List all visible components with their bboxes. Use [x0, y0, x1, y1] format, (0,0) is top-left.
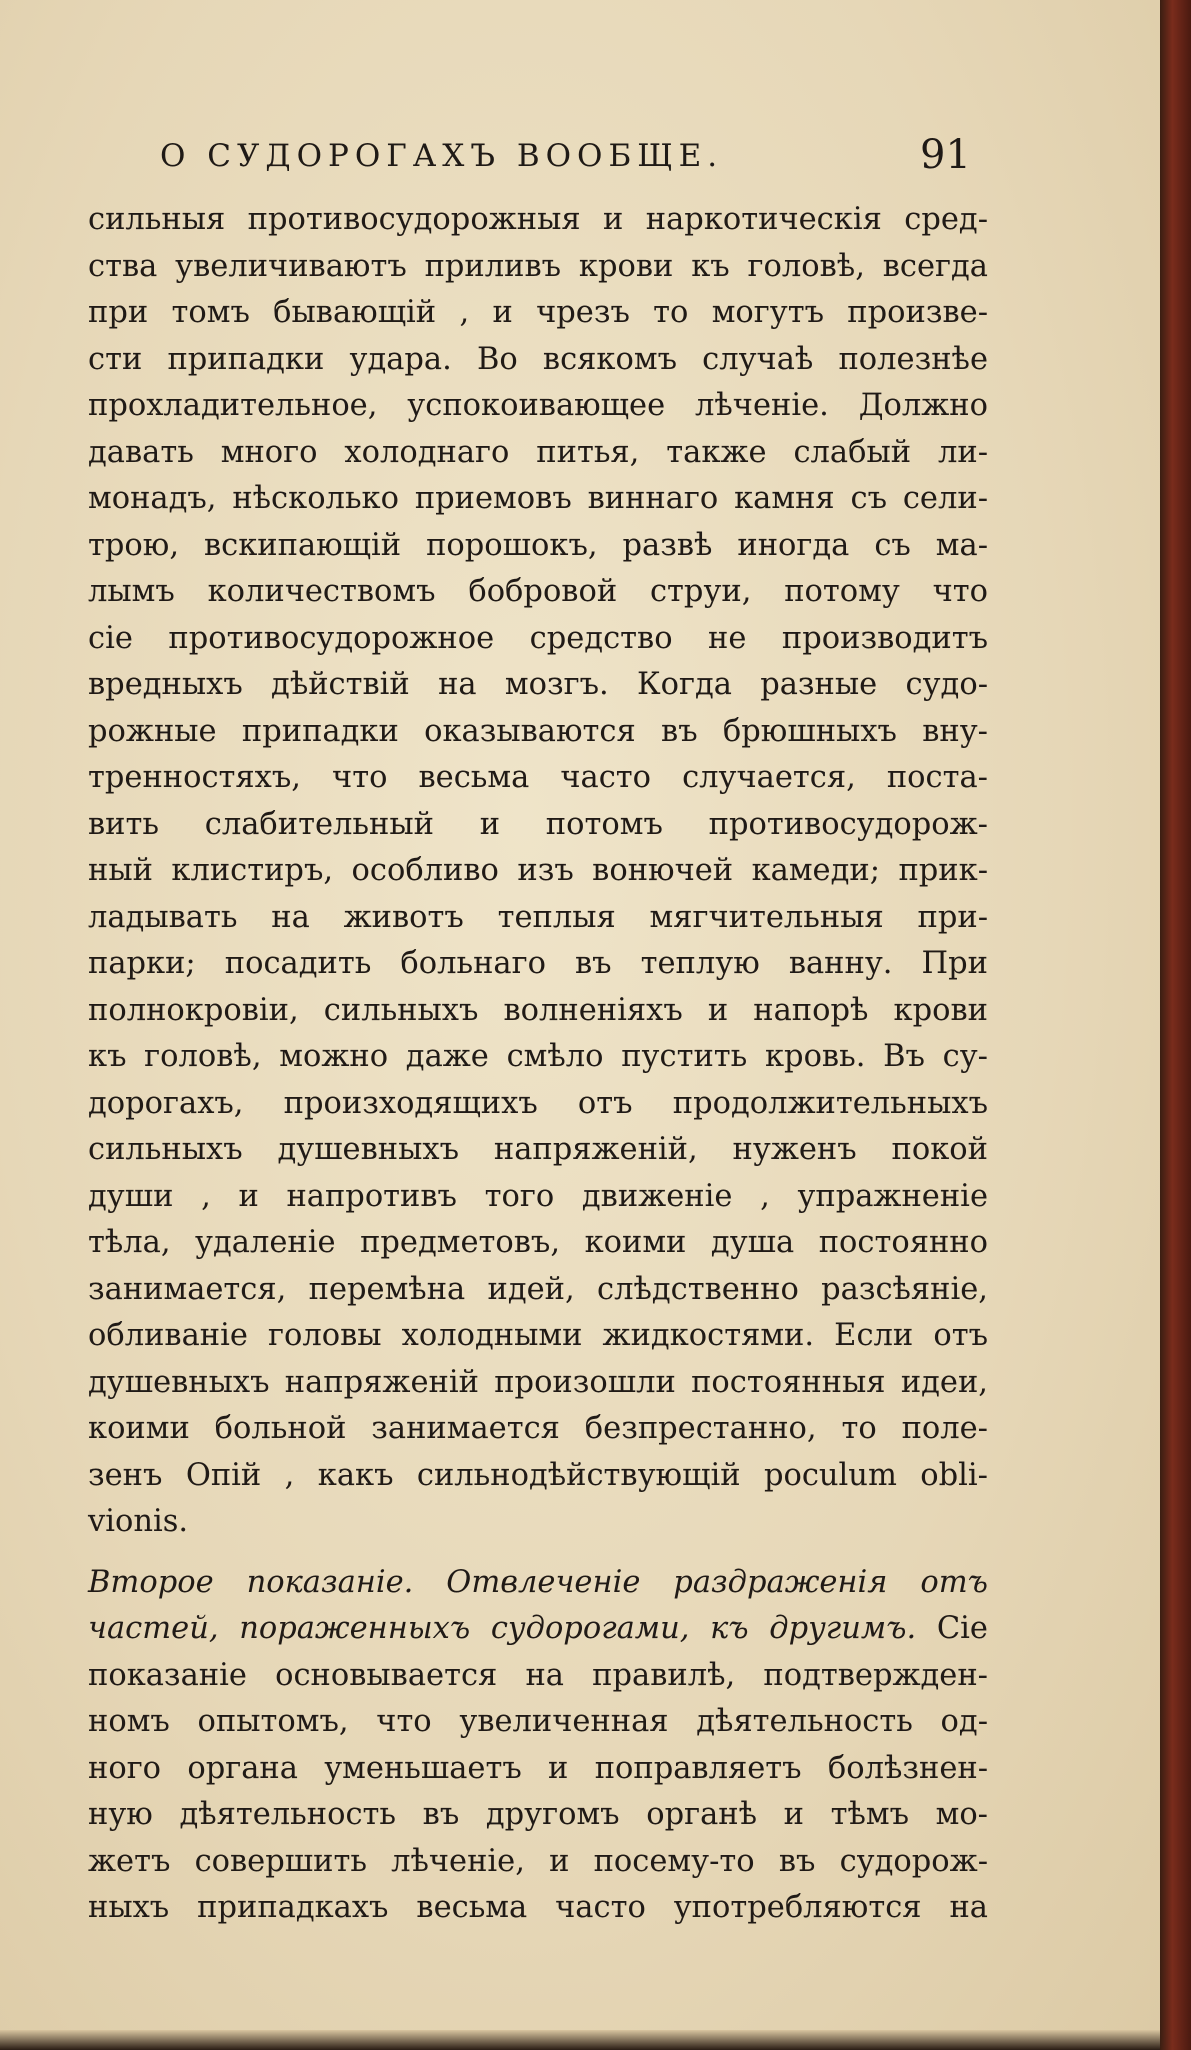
book-spine-edge	[1160, 0, 1191, 2050]
page-number: 91	[920, 132, 971, 178]
text-line: занимается, перемѣна идей, слѣдственно разсѣяніе,	[88, 1271, 988, 1307]
body-text	[88, 197, 988, 1932]
text-line: ный клистиръ, особливо изъ вонючей камеди; прик-	[88, 853, 988, 888]
text-line: ную дѣятельность въ другомъ органѣ и тѣмъ мо-	[88, 1797, 988, 1832]
text-line: души , и напротивъ того движеніе , упражненіе	[88, 1178, 988, 1214]
text-line: сти припадки удара. Во всякомъ случаѣ полезнѣе	[88, 341, 988, 377]
text-line: зенъ Опій , какъ сильнодѣйствующій poculum obli-	[88, 1457, 988, 1493]
text-line: прохладительное, успокоивающее лѣченіе. Должно	[88, 388, 988, 423]
paragraph-gap	[88, 1546, 988, 1560]
text-line: лымъ количествомъ бобровой струи, потому что	[88, 574, 988, 609]
page-header	[160, 132, 990, 188]
text-line: показаніе основывается на правилѣ, подтвержден-	[88, 1657, 988, 1693]
text-line: трою, вскипающій порошокъ, развѣ иногда съ ма-	[88, 527, 988, 563]
text-line: номъ опытомъ, что увеличенная дѣятельность од-	[88, 1704, 988, 1739]
plain-tail-text: Сіе	[936, 1611, 988, 1646]
text-line: дорогахъ, произходящихъ отъ продолжительныхъ	[88, 1085, 988, 1121]
page-bottom-edge	[0, 2030, 1160, 2050]
text-line: тѣла, удаленіе предметовъ, коими душа постоянно	[88, 1225, 988, 1260]
text-line: сильныя противосудорожныя и наркотическія сред-	[88, 202, 988, 237]
text-line: полнокровіи, сильныхъ волненіяхъ и напорѣ крови	[88, 992, 988, 1028]
paragraph-1	[88, 197, 988, 1546]
text-line: рожные припадки оказываются въ брюшныхъ вну-	[88, 713, 988, 749]
text-line: ства увеличиваютъ приливъ крови къ головѣ, всегда	[88, 248, 988, 284]
italic-heading-line: Второе показаніе. Отвлеченіе раздраженія отъ	[88, 1564, 988, 1600]
text-line: vionis.	[88, 1504, 189, 1539]
text-line: ладывать на животъ теплыя мягчительныя при-	[88, 899, 988, 935]
text-line: давать много холоднаго питья, также слабый ли-	[88, 434, 988, 470]
text-line: при томъ бывающій , и чрезъ то могутъ произве-	[88, 295, 988, 330]
text-line: жетъ совершить лѣченіе, и посему-то въ судорож-	[88, 1843, 988, 1879]
text-line: тренностяхъ, что весьма часто случается, поста-	[88, 760, 988, 795]
italic-heading-text: частей, пораженныхъ судорогами, къ другимъ.	[88, 1611, 917, 1646]
text-line: душевныхъ напряженій произошли постоянныя идеи,	[88, 1364, 988, 1400]
text-line: монадъ, нѣсколько приемовъ виннаго камня съ сели-	[88, 481, 988, 516]
text-line: ныхъ припадкахъ весьма часто употребляются на	[88, 1890, 988, 1925]
italic-heading-line-with-tail	[88, 1606, 988, 1653]
text-line: вить слабительный и потомъ противосудорож-	[88, 806, 988, 842]
text-line: коими больной занимается безпрестанно, то поле-	[88, 1411, 988, 1446]
text-line: сильныхъ душевныхъ напряженій, нуженъ покой	[88, 1132, 988, 1167]
text-line: къ головѣ, можно даже смѣло пустить кровь. Въ су-	[88, 1039, 988, 1074]
paragraph-2	[88, 1560, 988, 1932]
text-line: сіе противосудорожное средство не производитъ	[88, 620, 988, 656]
text-line: ного органа уменьшаетъ и поправляетъ болѣзнен-	[88, 1750, 988, 1786]
text-line: обливаніе головы холодными жидкостями. Если отъ	[88, 1318, 988, 1353]
text-line: парки; посадить больнаго въ теплую ванну. При	[88, 946, 988, 981]
text-line: вредныхъ дѣйствій на мозгъ. Когда разные судо-	[88, 667, 988, 702]
running-head: О СУДОРОГАХЪ ВООБЩЕ.	[160, 138, 724, 174]
